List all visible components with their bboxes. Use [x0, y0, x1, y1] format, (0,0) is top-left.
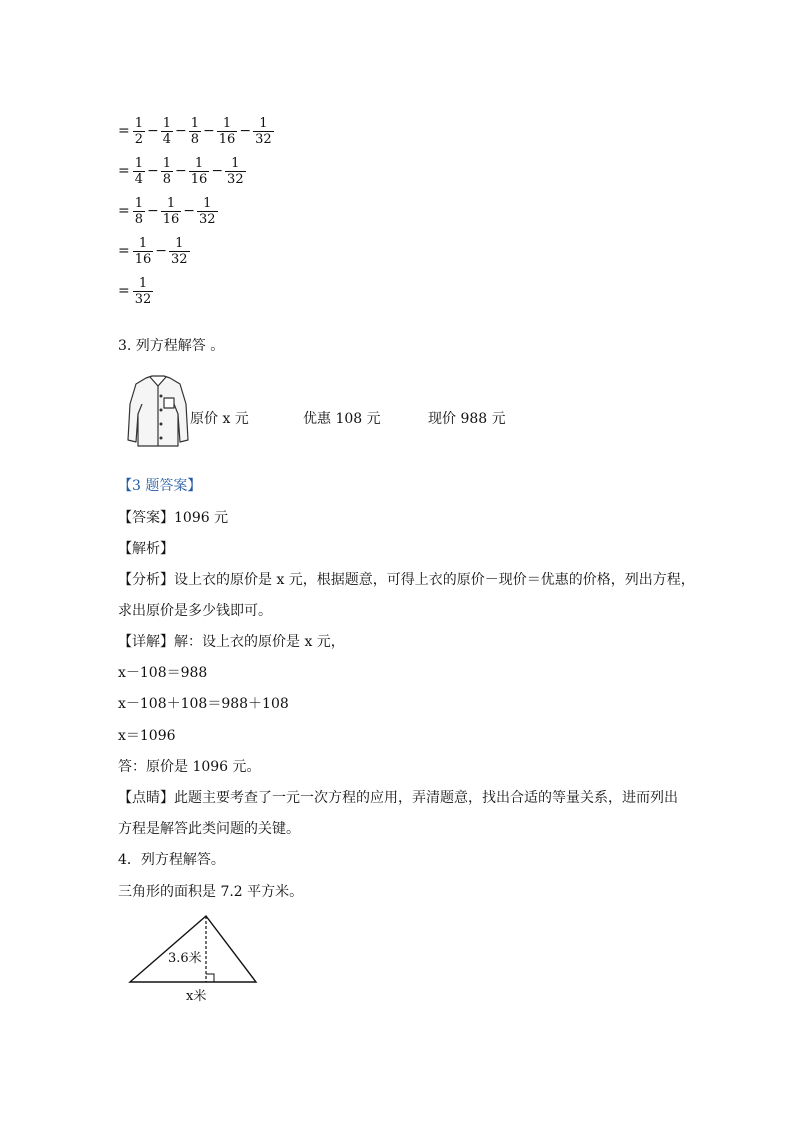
fraction-numerator: 1: [134, 155, 144, 171]
q3-equation-3: x＝1096: [118, 728, 176, 744]
shirt-illustration: [126, 374, 190, 448]
fraction-line: [118, 231, 275, 271]
q3-analysis-header: 【解析】: [118, 541, 174, 557]
q3-analysis-line2: 求出原价是多少钱即可。: [118, 603, 272, 619]
q3-equation-2: x－108＋108＝988＋108: [118, 696, 289, 712]
fraction-numerator: 1: [134, 115, 144, 131]
fraction-denominator: 16: [162, 211, 180, 227]
q3-analysis-line1: 【分析】设上衣的原价是 x 元，根据题意，可得上衣的原价－现价＝优惠的价格，列出方程，: [118, 572, 695, 588]
fraction-denominator: 8: [134, 211, 144, 227]
fraction: [216, 116, 239, 147]
fraction-denominator: 8: [162, 171, 172, 187]
q3-comment-line1: 【点睛】此题主要考查了一元一次方程的应用，弄清题意，找出合适的等量关系，进而列出: [118, 790, 678, 806]
fraction-numerator: 1: [162, 155, 172, 171]
minus-sign: −: [183, 203, 196, 219]
fraction-denominator: 32: [199, 211, 216, 227]
equals-sign: =: [118, 163, 130, 179]
fraction: [160, 116, 174, 147]
fraction: [132, 116, 146, 147]
fraction-denominator: 16: [134, 251, 152, 267]
fraction-derivation: [118, 111, 275, 311]
q4-title: 4．列方程解答。: [118, 852, 225, 868]
label-current-price: 现价 988 元: [428, 411, 506, 427]
fraction-numerator: 1: [190, 115, 200, 131]
equals-sign: =: [118, 283, 130, 299]
fraction-line: [118, 271, 275, 311]
fraction-numerator: 1: [231, 155, 240, 171]
shirt-pocket: [164, 398, 174, 408]
minus-sign: −: [147, 123, 159, 139]
minus-sign: −: [155, 243, 168, 259]
fraction: [188, 156, 211, 187]
fraction-numerator: 1: [134, 195, 144, 211]
label-original-price: 原价 x 元: [190, 411, 249, 427]
equals-sign: =: [118, 123, 130, 139]
fraction: [132, 196, 146, 227]
q3-title: 3. 列方程解答 。: [118, 338, 225, 354]
base-label: x米: [186, 989, 207, 1004]
q4-statement: 三角形的面积是 7.2 平方米。: [118, 884, 304, 900]
fraction-line: [118, 191, 275, 231]
fraction: [168, 236, 191, 267]
fraction-numerator: 1: [194, 155, 204, 171]
fraction-denominator: 16: [218, 131, 236, 147]
fraction-numerator: 1: [222, 115, 232, 131]
fraction: [252, 116, 275, 147]
equals-sign: =: [118, 203, 130, 219]
fraction: [132, 276, 155, 307]
fraction-numerator: 1: [138, 275, 148, 291]
label-discount: 优惠 108 元: [303, 411, 381, 427]
q3-answer-header: 【3 题答案】: [118, 478, 202, 494]
minus-sign: −: [211, 163, 224, 179]
fraction-denominator: 32: [134, 291, 152, 307]
minus-sign: −: [175, 163, 187, 179]
fraction: [224, 156, 247, 187]
q3-detail: 【详解】解：设上衣的原价是 x 元，: [118, 634, 345, 650]
q3-answer: 【答案】1096 元: [118, 510, 229, 526]
fraction-numerator: 1: [259, 115, 268, 131]
fraction-denominator: 2: [134, 131, 144, 147]
fraction-denominator: 8: [190, 131, 200, 147]
fraction: [188, 116, 202, 147]
fraction-denominator: 4: [162, 131, 172, 147]
equals-sign: =: [118, 243, 130, 259]
fraction: [132, 156, 146, 187]
right-angle-mark: [206, 974, 214, 982]
fraction-line: [118, 111, 275, 151]
fraction-line: [118, 151, 275, 191]
fraction-denominator: 4: [134, 171, 144, 187]
minus-sign: −: [175, 123, 187, 139]
fraction-denominator: 32: [255, 131, 272, 147]
fraction-numerator: 1: [162, 115, 172, 131]
triangle-diagram: [126, 910, 262, 1006]
fraction-numerator: 1: [166, 195, 176, 211]
fraction: [160, 156, 174, 187]
q3-final-answer: 答：原价是 1096 元。: [118, 759, 261, 775]
minus-sign: −: [147, 203, 159, 219]
height-label: 3.6米: [168, 951, 202, 966]
fraction: [132, 236, 155, 267]
triangle-shape: [130, 916, 256, 982]
fraction-numerator: 1: [203, 195, 212, 211]
minus-sign: −: [147, 163, 159, 179]
fraction-numerator: 1: [175, 235, 184, 251]
q3-comment-line2: 方程是解答此类问题的关键。: [118, 821, 300, 837]
fraction-denominator: 32: [227, 171, 244, 187]
q3-equation-1: x－108＝988: [118, 665, 208, 681]
fraction-numerator: 1: [138, 235, 148, 251]
minus-sign: −: [239, 123, 252, 139]
minus-sign: −: [203, 123, 215, 139]
fraction-denominator: 16: [190, 171, 208, 187]
fraction: [196, 196, 219, 227]
fraction-denominator: 32: [171, 251, 188, 267]
fraction: [160, 196, 183, 227]
